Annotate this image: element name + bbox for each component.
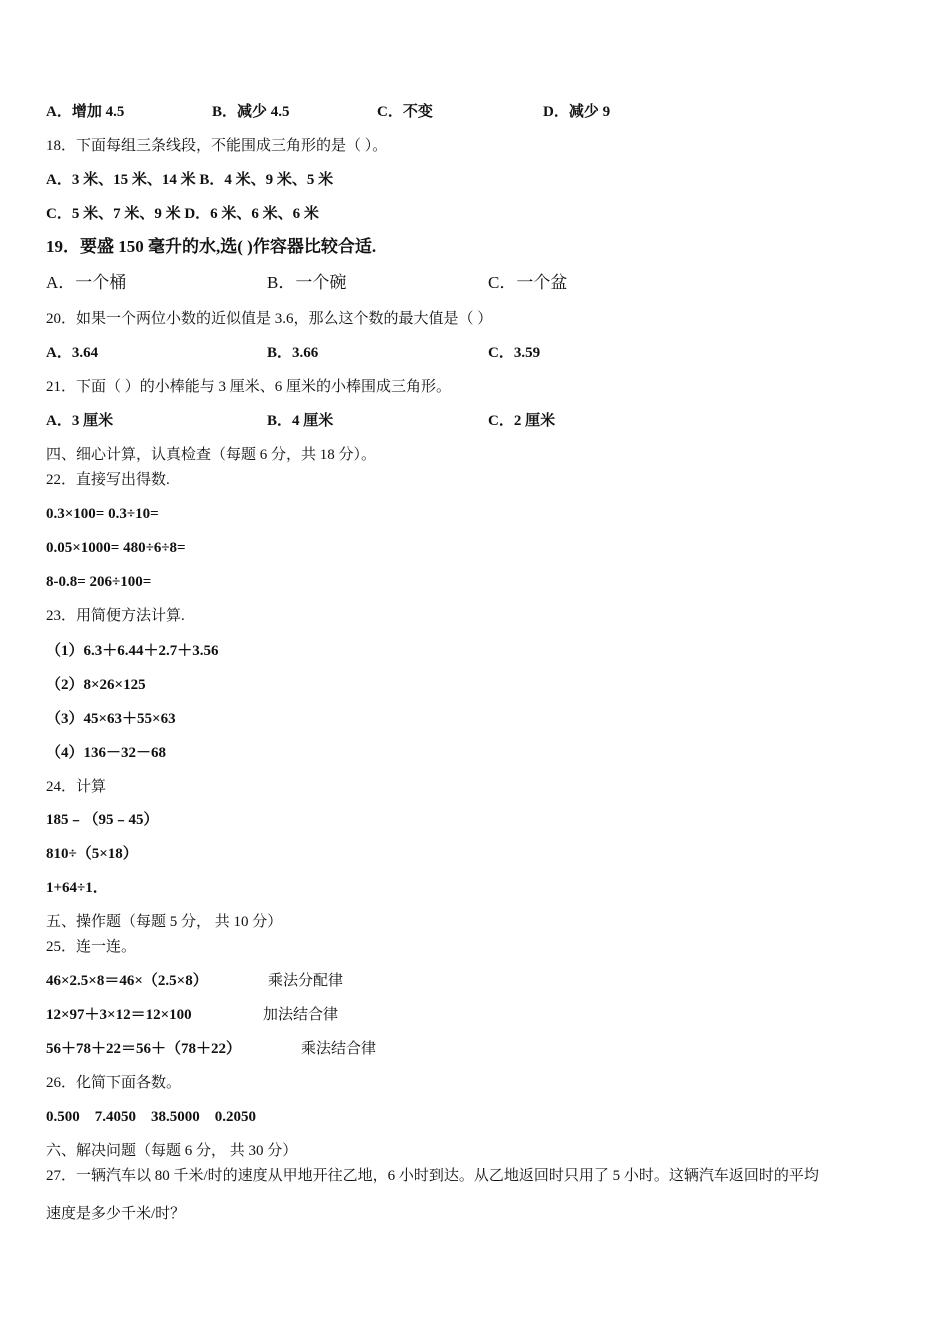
section-6-heading: 六、解决问题（每题 6 分， 共 30 分） [46,1143,298,1159]
q25-expression: 56＋78＋22＝56＋（78＋22） [46,1041,242,1057]
q27-text-line1: 27．一辆汽车以 80 千米/时的速度从甲地开往乙地，6 小时到达。从乙地返回时只用了 5 小时。这辆汽车返回时的平均 [46,1168,819,1184]
q24-item: 185﹣（95﹣45） [46,812,159,828]
q24-stem: 24．计算 [46,779,107,795]
section-5-heading: 五、操作题（每题 5 分， 共 10 分） [46,914,283,930]
q25-law: 加法结合律 [263,1007,339,1023]
section-4-heading: 四、细心计算，认真检查（每题 6 分，共 18 分）。 [46,447,377,463]
q20-option-a: A．3.64 [46,345,99,361]
q26-numbers: 0.500 7.4050 38.5000 0.2050 [46,1109,256,1125]
q20-option-c: C．3.59 [488,345,541,361]
q18-options-row1: A．3 米、15 米、14 米 B．4 米、9 米、5 米 [46,172,334,188]
q23-item: （2）8×26×125 [46,677,146,693]
q23-stem: 23．用简便方法计算. [46,608,185,624]
q22-row: 0.05×1000= 480÷6÷8= [46,540,186,556]
q17-option-a: A．增加 4.5 [46,104,125,120]
q27-text-line2: 速度是多少千米/时？ [46,1206,186,1222]
q25-law: 乘法结合律 [301,1041,377,1057]
q25-expression: 46×2.5×8＝46×（2.5×8） [46,973,208,989]
q23-item: （4）136－32－68 [46,745,167,761]
q18-options-row2: C．5 米、7 米、9 米 D．6 米、6 米、6 米 [46,206,319,222]
q17-option-c: C．不变 [377,104,433,120]
q25-expression: 12×97＋3×12＝12×100 [46,1007,192,1023]
q25-law: 乘法分配律 [268,973,344,989]
q17-option-d: D．减少 9 [543,104,611,120]
q21-option-a: A．3 厘米 [46,413,114,429]
q23-item: （1）6.3＋6.44＋2.7＋3.56 [46,643,219,659]
q19-option-c: C．一个盆 [488,273,568,292]
q24-item: 1+64÷1． [46,880,108,896]
q20-stem: 20．如果一个两位小数的近似值是 3.6，那么这个数的最大值是（ ） [46,311,493,327]
q20-option-b: B．3.66 [267,345,319,361]
q21-option-c: C．2 厘米 [488,413,556,429]
q22-row: 0.3×100= 0.3÷10= [46,506,159,522]
q22-stem: 22．直接写出得数. [46,472,170,488]
q25-stem: 25．连一连。 [46,939,137,955]
q23-item: （3）45×63＋55×63 [46,711,176,727]
q22-row: 8-0.8= 206÷100= [46,574,152,590]
q24-item: 810÷（5×18） [46,846,138,862]
q21-stem: 21．下面（ ）的小棒能与 3 厘米、6 厘米的小棒围成三角形。 [46,379,452,395]
q17-option-b: B．减少 4.5 [212,104,290,120]
q19-stem: 19．要盛 150 毫升的水,选( )作容器比较合适. [46,237,377,256]
q19-option-b: B．一个碗 [267,273,347,292]
q19-option-a: A．一个桶 [46,273,127,292]
q21-option-b: B．4 厘米 [267,413,334,429]
q26-stem: 26．化简下面各数。 [46,1075,182,1091]
q18-stem: 18．下面每组三条线段，不能围成三角形的是（ ）。 [46,138,388,154]
